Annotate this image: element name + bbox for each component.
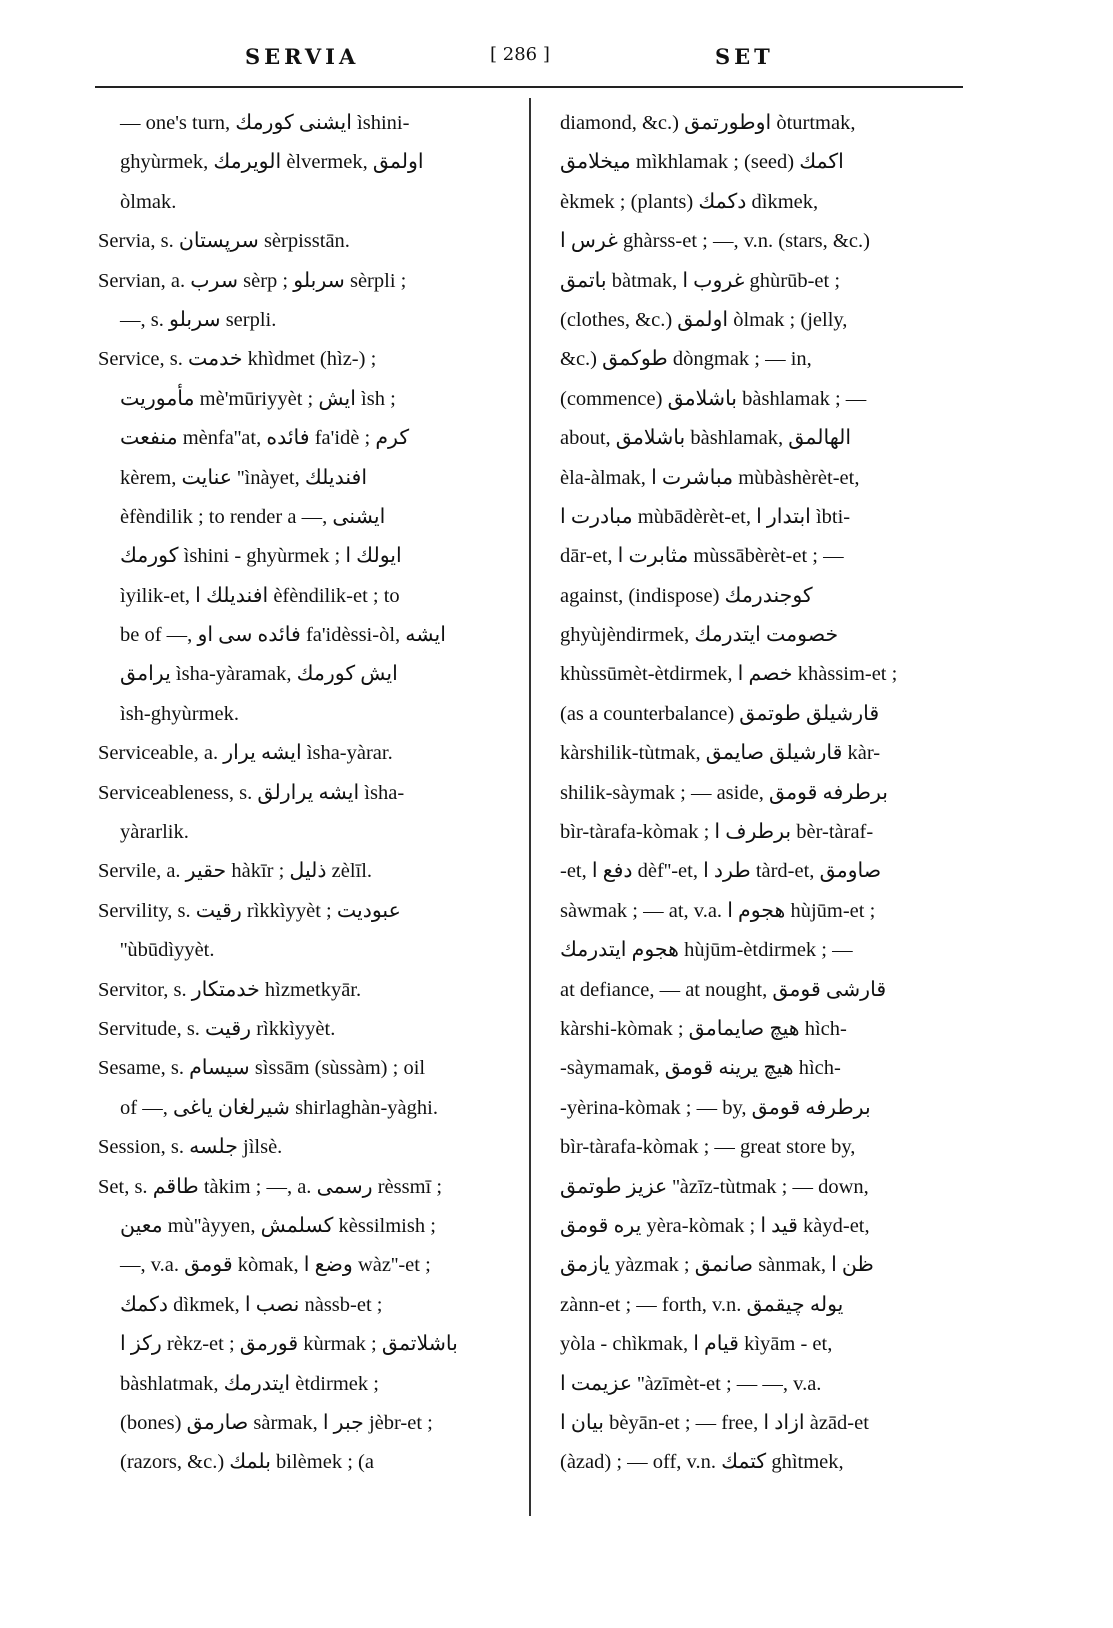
entry-line: (as a counterbalance) قارشيلق طوتمق [560,702,880,725]
column-divider [529,98,531,1516]
entry-line: يره قومق yèra-kòmak ; قيد ا kàyd-et, [560,1214,870,1237]
entry-line: Session, s. جلسه jìlsè. [98,1136,283,1159]
entry-line: Servitor, s. خدمتكار hìzmetkyār. [98,978,362,1001]
entry-line: ركز ا rèkz-et ; قورمق kùrmak ; باشلاتمق [120,1333,458,1356]
entry-line: bìr-tàrafa-kòmak ; — great store by, [560,1136,856,1159]
page-number: [ 286 ] [490,44,550,65]
entry-line: —, s. سربلو serpli. [120,308,277,331]
entry-line: at defiance, — at nought, قارشی قومق [560,978,887,1001]
entry-line: sàwmak ; — at, v.a. هجوم ا hùjūm-et ; [560,899,876,922]
entry-line: kèrem, عنايت ''ìnàyet, افنديلك [120,466,368,489]
entry-line: èfèndilik ; to render a —, ايشنی [120,505,386,528]
entry-line: — one's turn, ایشنی کورمك ìshini- [120,112,410,134]
entry-line: مأموريت mè'mūriyyèt ; ايش ìsh ; [120,387,396,410]
entry-line: -et, دفع ا dèf''-et, طرد ا tàrd-et, صاومق [560,860,882,883]
entry-line: يرامق ìsha-yàramak, ايش كورمك [120,663,398,686]
entry-line: Serviceableness, s. ايشه يرارلق ìsha- [98,781,405,804]
left-column [98,104,508,1483]
right-column [560,104,950,1483]
entry-line: about, باشلامق bàshlamak, الهالمق [560,427,852,450]
entry-line: kàrshi-kòmak ; هيچ صايمامق hìch- [560,1017,847,1040]
entry-line: &c.) طوكمق dòngmak ; — in, [560,348,812,371]
left-running-head: SERVIA [245,44,360,69]
entry-line: مبادرت ا mùbādèrèt-et, ابتدار ا ìbti- [560,505,851,528]
entry-line: ìsh-ghyùrmek. [120,702,239,725]
entry-line: khùssūmèt-ètdirmek, خصم ا khàssim-et ; [560,663,898,686]
entry-line: yòla - chìkmak, قيام ا kìyām - et, [560,1333,833,1356]
entry-line: -yèrina-kòmak ; — by, برطرفه قومق [560,1096,871,1119]
entry-line: kàrshilik-tùtmak, قارشيلق صايمق kàr- [560,742,881,765]
entry-line: ìyilik-et, افنديلك ا èfèndilik-et ; to [120,584,400,607]
entry-line: ميخلامق mìkhlamak ; (seed) اكمك [560,151,844,174]
entry-line: دكمك dìkmek, نصب ا nàssb-et ; [120,1293,383,1316]
entry-line: ghyùrmek, الويرمك èlvermek, اولمق [120,151,424,174]
entry-line: ghyùjèndirmek, خصومت ايتدرمك [560,624,839,647]
header-rule [95,86,963,88]
entry-line: منفعت mènfa''at, فائده fa'idè ; كرم [120,427,410,450]
entry-line: Set, s. طاقم tàkim ; —, a. رسمی rèssmī ; [98,1175,443,1198]
entry-line: of —, شيرلغان ياغی shirlaghàn-yàghi. [120,1096,438,1119]
entry-line: Servility, s. رقيت rìkkìyyèt ; عبوديت [98,899,401,922]
entry-line: shilik-sàymak ; — aside, برطرفه قومق [560,781,888,804]
entry-line: معين mù''àyyen, كسلمش kèssilmish ; [120,1214,436,1237]
entry-line: against, (indispose) كوجندرمك [560,584,813,607]
entry-line: باتمق bàtmak, غروب ا ghùrūb-et ; [560,269,841,292]
entry-line: -sàymamak, هيچ يرينه قومق hìch- [560,1057,841,1080]
entry-line: dār-et, مثابرت ا mùssābèrèt-et ; — [560,545,844,568]
entry-line: (commence) باشلامق bàshlamak ; — [560,387,867,410]
entry-line: zànn-et ; — forth, v.n. يوله چيقمق [560,1293,844,1316]
entry-line: عزيمت ا ''àzīmèt-et ; — —, v.a. [560,1372,822,1395]
entry-line: ''ùbūdìyyèt. [120,939,215,962]
entry-line: (àzad) ; — off, v.n. كتمك ghìtmek, [560,1451,844,1474]
entry-line: be of —, فائده سی او fa'idèssi-òl, ايشه [120,624,446,647]
entry-line: غرس ا ghàrss-et ; —, v.n. (stars, &c.) [560,230,870,253]
right-running-head: SET [715,44,774,69]
entry-line: yàrarlik. [120,821,189,844]
entry-line: هجوم ايتدرمك hùjūm-ètdirmek ; — [560,939,853,962]
entry-line: òlmak. [120,190,177,213]
entry-line: كورمك ìshini - ghyùrmek ; ايولك ا [120,545,402,568]
page-header [95,40,965,80]
entry-line: Servia, s. سرپستان sèrpisstān. [98,230,350,253]
entry-line: Sesame, s. سيسام sìssām (sùssàm) ; oil [98,1057,426,1080]
entry-line: èla-àlmak, مباشرت ا mùbàshèrèt-et, [560,466,860,489]
entry-line: (razors, &c.) بلمك bilèmek ; (a [120,1451,374,1474]
entry-line: Servian, a. سرب sèrp ; سربلو sèrpli ; [98,269,407,292]
entry-line: عزيز طوتمق ''àzīz-tùtmak ; — down, [560,1175,869,1198]
entry-line: —, v.a. قومق kòmak, وضع ا wàz''-et ; [120,1254,431,1277]
entry-line: (clothes, &c.) اولمق òlmak ; (jelly, [560,308,848,331]
entry-line: Servitude, s. رقيت rìkkìyyèt. [98,1017,336,1040]
entry-line: bìr-tàrafa-kòmak ; برطرف ا bèr-tàraf- [560,821,874,844]
entry-line: bàshlatmak, ايتدرمك ètdirmek ; [120,1372,379,1395]
entry-line: (bones) صارمق sàrmak, جبر ا jèbr-et ; [120,1411,433,1434]
entry-line: يازمق yàzmak ; صانمق sànmak, ظن ا [560,1254,874,1277]
entry-line: diamond, &c.) اوطورتمق òturtmak, [560,112,856,134]
entry-line: Serviceable, a. ايشه يرار ìsha-yàrar. [98,742,393,765]
entry-line: Service, s. خدمت khìdmet (hìz-) ; [98,348,377,371]
entry-line: èkmek ; (plants) دكمك dìkmek, [560,190,819,213]
entry-line: Servile, a. حقير hàkīr ; ذليل zèlīl. [98,860,373,883]
entry-line: بيان ا bèyān-et ; — free, ازاد ا àzād-et [560,1411,869,1434]
